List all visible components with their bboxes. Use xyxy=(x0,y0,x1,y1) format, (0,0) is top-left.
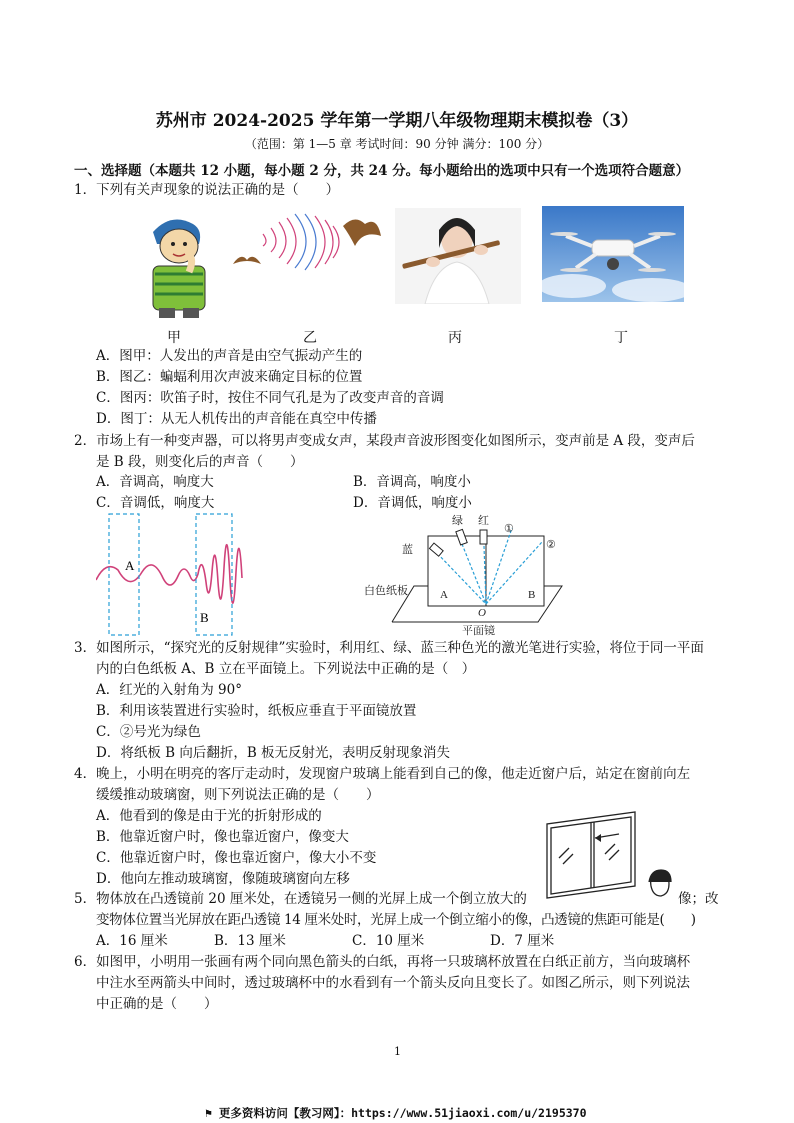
q5-stem-line1b: 像；改 xyxy=(678,891,719,907)
q5-option-c: C．10 厘米 xyxy=(352,933,425,949)
q4-option-d: D．他向左推动玻璃窗，像随玻璃窗向左移 xyxy=(96,871,350,887)
window-mirror-figure xyxy=(543,808,679,908)
q5-option-d: D．7 厘米 xyxy=(490,933,555,949)
section-heading: 一、选择题（本题共 12 小题，每小题 2 分，共 24 分。每小题给出的选项中只有一个选项符合题意） xyxy=(74,163,690,179)
light-reflection-figure xyxy=(362,510,574,638)
q4-stem-line2: 缓缓推动玻璃窗，则下列说法正确的是（ ） xyxy=(96,787,380,803)
footer-link[interactable] xyxy=(205,1105,587,1121)
q3-option-c: C．②号光为绿色 xyxy=(96,724,201,740)
fig3-label-green: 绿 xyxy=(452,515,463,527)
boy-figure xyxy=(133,210,215,320)
fig3-label-circle2: ② xyxy=(546,539,556,551)
q2-option-c: C．音调低，响度大 xyxy=(96,495,215,511)
fig3-label-circle1: ① xyxy=(504,523,514,535)
q5-option-b: B．13 厘米 xyxy=(214,933,286,949)
q6-stem-line3: 中正确的是（ ） xyxy=(96,996,218,1012)
flag-icon: ⚑ xyxy=(205,1106,219,1120)
q1-option-d: D．图丁：从无人机传出的声音能在真空中传播 xyxy=(96,411,377,427)
wave-label-b: B xyxy=(200,610,209,625)
wave-label-a: A xyxy=(125,558,135,573)
q3-option-a: A．红光的入射角为 90° xyxy=(96,682,242,698)
q3-stem-line2: 内的白色纸板 A、B 立在平面镜上。下列说法中正确的是（ ） xyxy=(96,661,476,677)
q2-option-d: D．音调低，响度小 xyxy=(353,495,472,511)
page-number: 1 xyxy=(394,1045,401,1058)
caption-jia: 甲 xyxy=(167,330,181,346)
fig3-label-red: 红 xyxy=(478,515,489,527)
fig3-label-o: O xyxy=(478,607,486,619)
q5-stem-line1a: 5．物体放在凸透镜前 20 厘米处，在透镜另一侧的光屏上成一个倒立放大的 xyxy=(74,891,527,907)
q1-option-c: C．图丙：吹笛子时，按住不同气孔是为了改变声音的音调 xyxy=(96,390,444,406)
drone-photo xyxy=(542,206,684,302)
fig3-label-board: 白色纸板 xyxy=(364,585,408,597)
bat-echolocation-figure xyxy=(231,212,381,277)
caption-yi: 乙 xyxy=(303,330,317,346)
fig3-label-b: B xyxy=(528,589,536,601)
sound-waveform-figure xyxy=(96,512,246,638)
q5-option-a: A．16 厘米 xyxy=(96,933,168,949)
caption-ding: 丁 xyxy=(614,330,628,346)
flute-player-photo xyxy=(395,208,521,304)
q6-stem-line1: 6．如图甲，小明用一张画有两个同向黑色箭头的白纸，再将一只玻璃杯放置在白纸正前方，当向玻璃杯 xyxy=(74,954,691,970)
q2-option-a: A．音调高，响度大 xyxy=(96,474,214,490)
fig3-label-a: A xyxy=(440,589,448,601)
q3-stem-line1: 3．如图所示，“探究光的反射规律”实验时，利用红、绿、蓝三种色光的激光笔进行实验，将位于同一平面 xyxy=(74,640,704,656)
q2-stem-line1: 2．市场上有一种变声器，可以将男声变成女声，某段声音波形图变化如图所示，变声前是 A 段，变声后 xyxy=(74,433,695,449)
q1-option-b: B．图乙：蝙蝠利用次声波来确定目标的位置 xyxy=(96,369,363,385)
footer-text[interactable]: 更多资料访问【教习网】：https://www.51jiaoxi.com/u/2195370 xyxy=(218,1106,587,1120)
q4-stem-line1: 4．晚上，小明在明亮的客厅走动时，发现窗户玻璃上能看到自己的像，他走近窗户后，站定在窗前向左 xyxy=(74,766,691,782)
q2-stem-line2: 是 B 段，则变化后的声音（ ） xyxy=(96,454,304,470)
q1-option-a: A．图甲：人发出的声音是由空气振动产生的 xyxy=(96,348,363,364)
q1-stem: 1．下列有关声现象的说法正确的是（ ） xyxy=(74,182,340,198)
q3-option-b: B．利用该装置进行实验时，纸板应垂直于平面镜放置 xyxy=(96,703,417,719)
q4-option-a: A．他看到的像是由于光的折射形成的 xyxy=(96,808,322,824)
exam-subtitle: （范围：第 1—5 章 考试时间：90 分钟 满分：100 分） xyxy=(244,137,550,151)
exam-title: 苏州市 2024-2025 学年第一学期八年级物理期末模拟卷（3） xyxy=(155,111,639,131)
q5-stem-line2: 变物体位置当光屏放在距凸透镜 14 厘米处时，光屏上成一个倒立缩小的像，凸透镜的焦距可能是( ) xyxy=(96,912,696,928)
q6-stem-line2: 中注水至两箭头中间时，透过玻璃杯中的水看到有一个箭头反向且变长了。如图乙所示，则下列说法 xyxy=(96,975,690,991)
fig3-label-mirror: 平面镜 xyxy=(462,625,495,637)
q2-option-b: B．音调高，响度小 xyxy=(353,474,471,490)
q4-option-c: C．他靠近窗户时，像也靠近窗户，像大小不变 xyxy=(96,850,377,866)
q3-option-d: D．将纸板 B 向后翻折，B 板无反射光，表明反射现象消失 xyxy=(96,745,451,761)
fig3-label-blue: 蓝 xyxy=(402,544,413,556)
q4-option-b: B．他靠近窗户时，像也靠近窗户，像变大 xyxy=(96,829,349,845)
caption-bing: 丙 xyxy=(448,330,462,346)
